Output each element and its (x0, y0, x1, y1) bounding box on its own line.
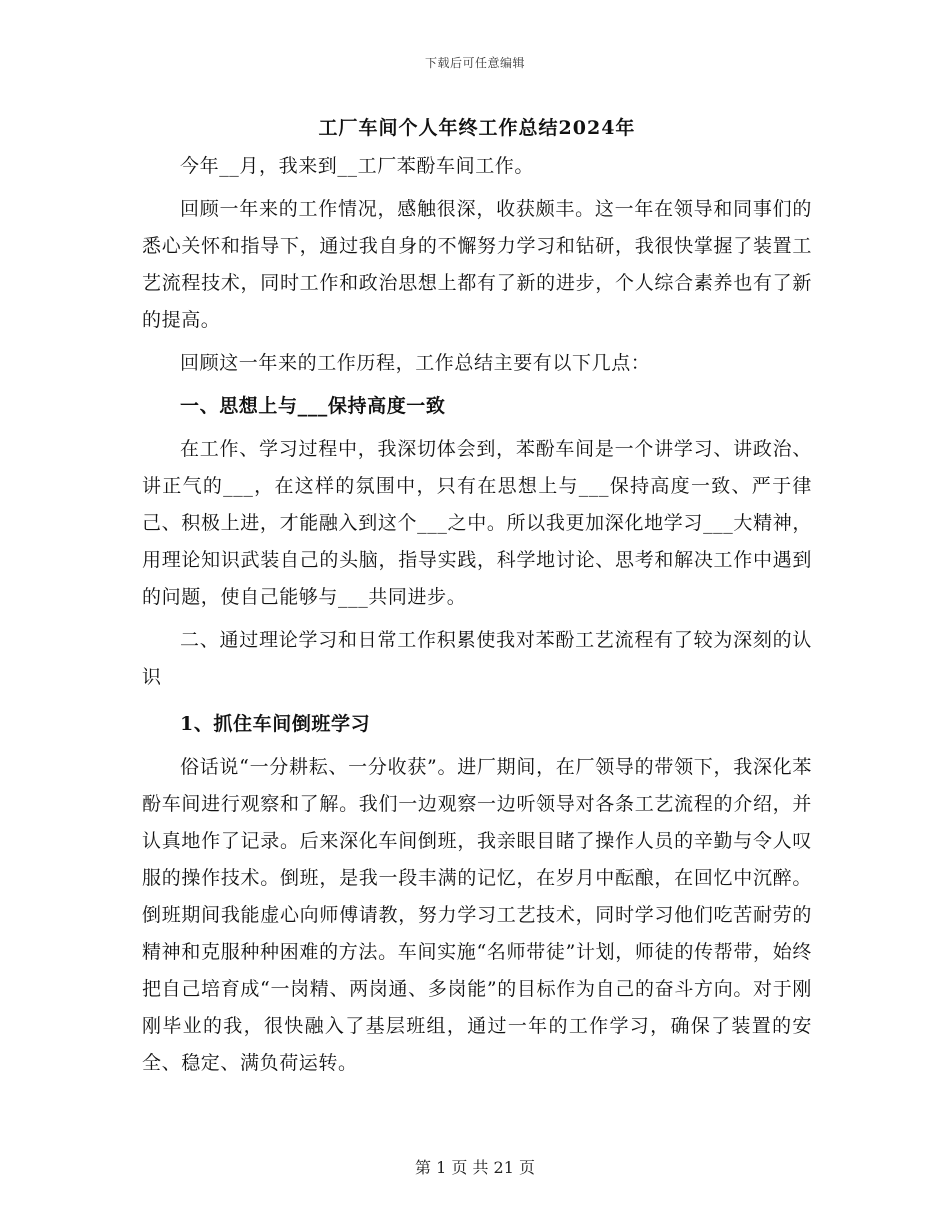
paragraph-intro: 今年__月，我来到__工厂苯酚车间工作。 (180, 155, 535, 177)
paragraph-section-1: 在工作、学习过程中，我深切体会到，苯酚车间是一个讲学习、讲政治、讲正气的___，在这样的氛围中，只有在思想上与___保持高度一致、严于律己、积极上进，才能融入到这个___之中。所以我更加深化地学习___大精神，用理论知识武装自己的头脑，指导实践，科学地讨论、思考和解决工作中遇到的问题，使自己能够与___共同进步。 (142, 438, 812, 608)
paragraph-review: 回顾一年来的工作情况，感触很深，收获颇丰。这一年在领导和同事们的悉心关怀和指导下，通过我自身的不懈努力学习和钻研，我很快掌握了装置工艺流程技术，同时工作和政治思想上都有了新的进步，个人综合素养也有了新的提高。 (142, 198, 812, 331)
document-title: 工厂车间个人年终工作总结2024年 (318, 117, 636, 139)
document-body (142, 114, 812, 1082)
page-number: 第 1 页 共 21 页 (415, 1158, 535, 1177)
section-heading-2: 二、通过理论学习和日常工作积累使我对苯酚工艺流程有了较为深刻的认识 (142, 629, 812, 688)
subsection-heading-1: 1、抓住车间倒班学习 (180, 713, 371, 735)
spacer (142, 696, 812, 706)
paragraph-summary-lead: 回顾这一年来的工作历程，工作总结主要有以下几点： (180, 352, 651, 374)
paragraph-subsection-1: 俗话说“一分耕耘、一分收获”。进厂期间，在厂领导的带领下，我深化苯酚车间进行观察和了解。我们一边观察一边听领导对各条工艺流程的介绍，并认真地作了记录。后来深化车间倒班，我亲眼目睹了操作人员的辛勤与令人叹服的操作技术。倒班，是我一段丰满的记忆，在岁月中酝酿，在回忆中沉醉。倒班期间我能虚心向师傅请教，努力学习工艺技术，同时学习他们吃苦耐劳的精神和克服种种困难的方法。车间实施“名师带徒”计划，师徒的传帮带，始终把自己培育成“一岗精、两岗通、多岗能”的目标作为自己的奋斗方向。对于刚刚毕业的我，很快融入了基层班组，通过一年的工作学习，确保了装置的安全、稳定、满负荷运转。 (142, 756, 812, 1074)
page-header-note: 下载后可任意编辑 (424, 56, 525, 70)
section-heading-1: 一、思想上与___保持高度一致 (180, 395, 446, 417)
